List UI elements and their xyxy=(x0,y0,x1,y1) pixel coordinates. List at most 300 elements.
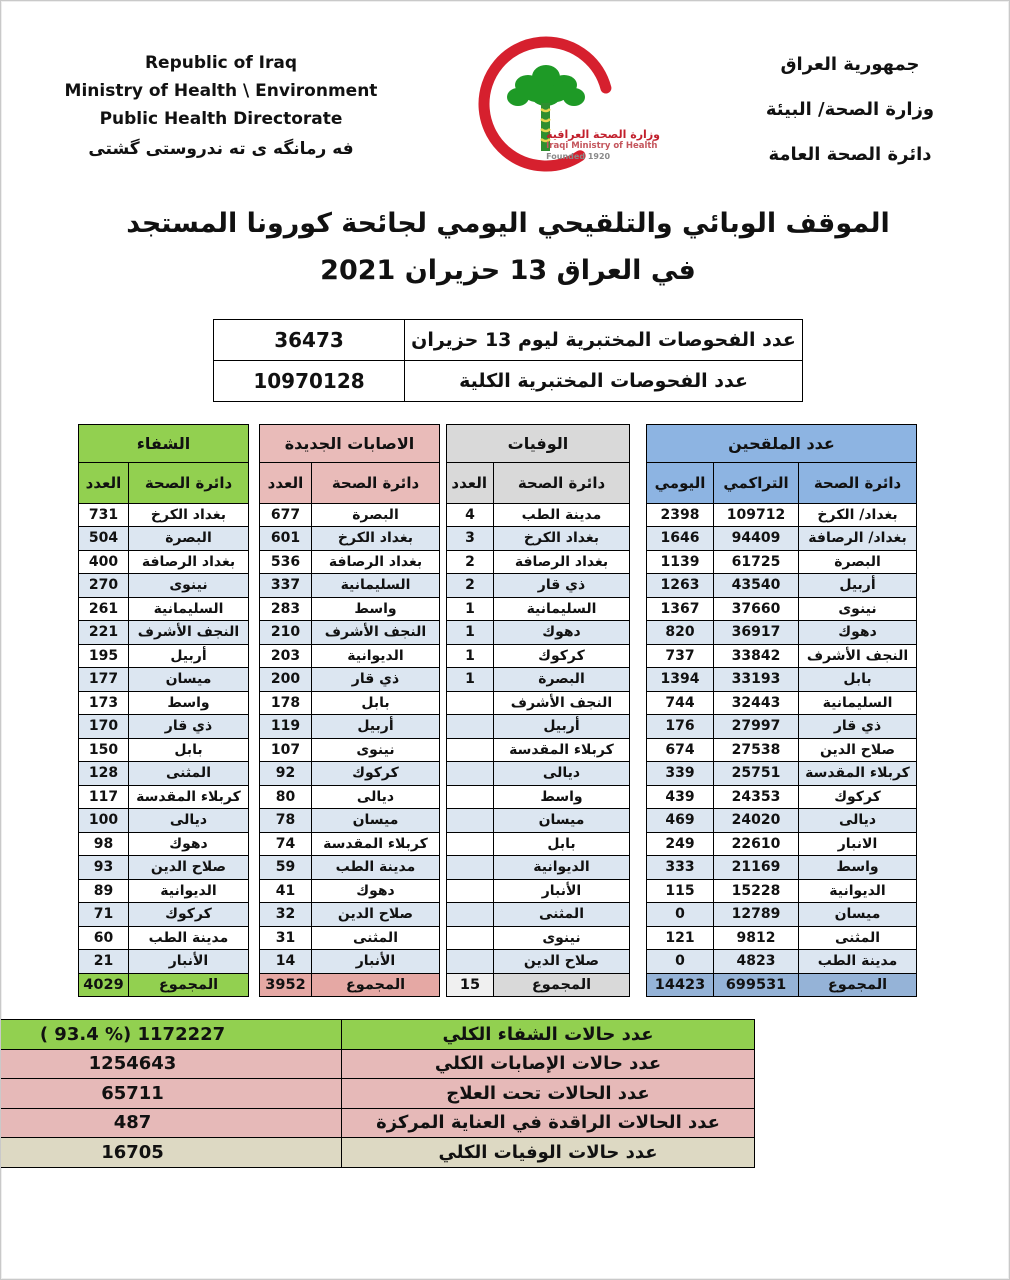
table-row xyxy=(78,879,248,903)
cell-name: المثنى xyxy=(311,926,439,950)
table-row xyxy=(259,926,439,950)
cell-name: البصرة xyxy=(311,503,439,527)
cell-cumulative: 24020 xyxy=(714,809,799,833)
cell-cumulative: 27997 xyxy=(714,715,799,739)
table-row xyxy=(259,462,439,503)
table-row xyxy=(259,621,439,645)
report-header xyxy=(11,1,1005,186)
header-arabic-line2: وزارة الصحة/ البيئة xyxy=(765,99,935,120)
cell-value xyxy=(446,832,493,856)
cell-cumulative: 33193 xyxy=(714,668,799,692)
cell-name: كركوك xyxy=(493,644,629,668)
total-infections-row xyxy=(0,1049,755,1079)
cell-daily: 820 xyxy=(646,621,713,645)
cell-name: النجف الأشرف xyxy=(128,621,248,645)
cell-name: السليمانية xyxy=(128,597,248,621)
cell-name: نينوى xyxy=(128,574,248,598)
cell-name: الأنبار xyxy=(493,879,629,903)
cell-cumulative: 12789 xyxy=(714,903,799,927)
cell-name: ديالى xyxy=(493,762,629,786)
table-row xyxy=(259,503,439,527)
table-row xyxy=(259,527,439,551)
cell-name: دهوك xyxy=(799,621,917,645)
table-row xyxy=(259,879,439,903)
infections-table-title: الاصابات الجديدة xyxy=(259,424,439,462)
table-row xyxy=(214,360,803,401)
total-deaths-label: عدد حالات الوفيات الكلي xyxy=(342,1138,755,1168)
cell-daily: 1394 xyxy=(646,668,713,692)
table-row xyxy=(78,462,248,503)
icu-cases-label: عدد الحالات الراقدة في العناية المركزة xyxy=(342,1108,755,1138)
cell-value xyxy=(446,856,493,880)
table-row xyxy=(446,424,629,462)
total-tests-value: 10970128 xyxy=(214,360,405,401)
cell-name: كركوك xyxy=(799,785,917,809)
table-row xyxy=(78,715,248,739)
table-row xyxy=(646,574,916,598)
cell-value: 71 xyxy=(78,903,128,927)
cell-name: ذي قار xyxy=(311,668,439,692)
cell-cumulative: 32443 xyxy=(714,691,799,715)
deaths-table-title: الوفيات xyxy=(446,424,629,462)
table-row xyxy=(259,785,439,809)
table-row xyxy=(78,691,248,715)
cell-name: بابل xyxy=(799,668,917,692)
cell-value: 80 xyxy=(259,785,311,809)
cell-value: 74 xyxy=(259,832,311,856)
cell-name: بغداد الكرخ xyxy=(128,503,248,527)
cell-name: أربيل xyxy=(493,715,629,739)
cell-name: السليمانية xyxy=(311,574,439,598)
table-row xyxy=(78,597,248,621)
table-row xyxy=(646,832,916,856)
cell-cumulative: 94409 xyxy=(714,527,799,551)
cell-name: كركوك xyxy=(128,903,248,927)
table-row xyxy=(646,621,916,645)
cell-name: بابل xyxy=(493,832,629,856)
cell-value: 93 xyxy=(78,856,128,880)
table-row xyxy=(446,597,629,621)
total-infections-value: 1254643 xyxy=(0,1049,342,1079)
cell-cumulative: 33842 xyxy=(714,644,799,668)
cell-name: بغداد الرصافة xyxy=(311,550,439,574)
table-row xyxy=(78,574,248,598)
cell-value: 536 xyxy=(259,550,311,574)
cell-value: 337 xyxy=(259,574,311,598)
cell-value: 178 xyxy=(259,691,311,715)
cell-name: ذي قار xyxy=(799,715,917,739)
cell-cumulative: 27538 xyxy=(714,738,799,762)
column-header-dept: دائرة الصحة xyxy=(799,462,917,503)
infections-total-row xyxy=(259,973,439,997)
cell-value: 60 xyxy=(78,926,128,950)
cell-daily: 1646 xyxy=(646,527,713,551)
table-row xyxy=(78,785,248,809)
table-row xyxy=(446,856,629,880)
daily-tests-value: 36473 xyxy=(214,319,405,360)
cell-value: 32 xyxy=(259,903,311,927)
table-row xyxy=(78,527,248,551)
cell-cumulative: 9812 xyxy=(714,926,799,950)
cell-name: كربلاء المقدسة xyxy=(128,785,248,809)
cell-value: 117 xyxy=(78,785,128,809)
cell-cumulative: 25751 xyxy=(714,762,799,786)
total-label: المجموع xyxy=(311,973,439,997)
logo-founded-text: Founded 1920 xyxy=(546,151,611,161)
cell-name: كربلاء المقدسة xyxy=(311,832,439,856)
cell-name: بغداد الكرخ xyxy=(311,527,439,551)
column-header-count: العدد xyxy=(259,462,311,503)
table-row xyxy=(78,903,248,927)
table-row xyxy=(259,424,439,462)
cell-name: الديوانية xyxy=(128,879,248,903)
cell-value: 78 xyxy=(259,809,311,833)
cell-value: 203 xyxy=(259,644,311,668)
table-row xyxy=(78,550,248,574)
icu-cases-value: 487 xyxy=(0,1108,342,1138)
cell-name: ميسان xyxy=(311,809,439,833)
recoveries-table xyxy=(78,424,249,998)
cell-value: 21 xyxy=(78,950,128,974)
table-row xyxy=(446,832,629,856)
logo-arabic-name: وزارة الصحة العراقية xyxy=(546,128,660,142)
cell-name: ذي قار xyxy=(493,574,629,598)
under-treatment-row xyxy=(0,1079,755,1109)
cell-name: بغداد الرصافة xyxy=(493,550,629,574)
cell-name: بغداد/ الرصافة xyxy=(799,527,917,551)
table-row xyxy=(646,785,916,809)
column-header-dept: دائرة الصحة xyxy=(311,462,439,503)
cell-value: 677 xyxy=(259,503,311,527)
cell-cumulative: 43540 xyxy=(714,574,799,598)
cell-value: 1 xyxy=(446,597,493,621)
table-row xyxy=(446,950,629,974)
cell-name: أربيل xyxy=(128,644,248,668)
cell-daily: 737 xyxy=(646,644,713,668)
total-recovered-row xyxy=(0,1020,755,1050)
cell-name: السليمانية xyxy=(493,597,629,621)
cell-name: ميسان xyxy=(128,668,248,692)
table-row xyxy=(646,879,916,903)
cell-name: كربلاء المقدسة xyxy=(493,738,629,762)
table-row xyxy=(646,424,916,462)
governorate-tables xyxy=(11,424,1005,998)
cell-name: بغداد/ الكرخ xyxy=(799,503,917,527)
cell-name: واسط xyxy=(799,856,917,880)
table-row xyxy=(446,926,629,950)
cell-value: 41 xyxy=(259,879,311,903)
table-row xyxy=(78,856,248,880)
cell-name: بابل xyxy=(311,691,439,715)
cell-value xyxy=(446,785,493,809)
cell-value xyxy=(446,879,493,903)
cell-name: كركوك xyxy=(311,762,439,786)
table-row xyxy=(646,644,916,668)
cell-value: 100 xyxy=(78,809,128,833)
cell-value: 283 xyxy=(259,597,311,621)
table-row xyxy=(646,462,916,503)
cell-name: البصرة xyxy=(128,527,248,551)
cell-name: الديوانية xyxy=(311,644,439,668)
cell-name: المثنى xyxy=(128,762,248,786)
cell-name: ديالى xyxy=(128,809,248,833)
report-title-line2: في العراق 13 حزيران 2021 xyxy=(320,255,696,287)
cell-value: 128 xyxy=(78,762,128,786)
column-header-count: العدد xyxy=(78,462,128,503)
cell-value xyxy=(446,762,493,786)
cell-value: 3 xyxy=(446,527,493,551)
table-row xyxy=(78,644,248,668)
recoveries-table-title: الشفاء xyxy=(78,424,248,462)
cell-value: 107 xyxy=(259,738,311,762)
table-row xyxy=(446,785,629,809)
cell-value: 601 xyxy=(259,527,311,551)
cell-daily: 176 xyxy=(646,715,713,739)
cell-daily: 744 xyxy=(646,691,713,715)
cell-value xyxy=(446,950,493,974)
column-header-daily: اليومي xyxy=(646,462,713,503)
cell-value: 2 xyxy=(446,574,493,598)
cell-value: 195 xyxy=(78,644,128,668)
header-english-block xyxy=(61,49,381,163)
table-row xyxy=(78,950,248,974)
cell-cumulative: 21169 xyxy=(714,856,799,880)
cell-name: الأنبار xyxy=(128,950,248,974)
cell-name: صلاح الدين xyxy=(493,950,629,974)
cell-name: الديوانية xyxy=(493,856,629,880)
total-label: المجموع xyxy=(799,973,917,997)
cell-value xyxy=(446,926,493,950)
cell-name: دهوك xyxy=(493,621,629,645)
table-row xyxy=(446,644,629,668)
cell-cumulative: 109712 xyxy=(714,503,799,527)
cell-value: 261 xyxy=(78,597,128,621)
table-row xyxy=(646,597,916,621)
cell-value: 1 xyxy=(446,621,493,645)
cell-daily: 333 xyxy=(646,856,713,880)
report-title-line1: الموقف الوبائي والتلقيحي اليومي لجائحة كورونا المستجد xyxy=(126,208,890,239)
ministry-logo xyxy=(458,29,660,179)
total-value: 3952 xyxy=(259,973,311,997)
cell-name: ذي قار xyxy=(128,715,248,739)
table-row xyxy=(259,715,439,739)
table-row xyxy=(446,762,629,786)
deaths-table xyxy=(446,424,630,998)
cell-cumulative: 37660 xyxy=(714,597,799,621)
cell-name: البصرة xyxy=(799,550,917,574)
total-recovered-label: عدد حالات الشفاء الكلي xyxy=(342,1020,755,1050)
table-row xyxy=(446,668,629,692)
table-row xyxy=(259,950,439,974)
cell-cumulative: 61725 xyxy=(714,550,799,574)
cell-value: 150 xyxy=(78,738,128,762)
cell-value: 98 xyxy=(78,832,128,856)
cell-value: 2 xyxy=(446,550,493,574)
header-arabic-block xyxy=(725,51,975,186)
column-header-dept: دائرة الصحة xyxy=(493,462,629,503)
cell-name: مدينة الطب xyxy=(493,503,629,527)
cell-name: النجف الأشرف xyxy=(493,691,629,715)
cell-name: بغداد الكرخ xyxy=(493,527,629,551)
table-row xyxy=(646,926,916,950)
cell-value xyxy=(446,809,493,833)
under-treatment-label: عدد الحالات تحت العلاج xyxy=(342,1079,755,1109)
table-row xyxy=(646,715,916,739)
cell-cumulative: 36917 xyxy=(714,621,799,645)
table-row xyxy=(646,738,916,762)
table-row xyxy=(446,809,629,833)
cell-value xyxy=(446,715,493,739)
table-row xyxy=(259,832,439,856)
column-header-cumulative: التراكمي xyxy=(714,462,799,503)
cell-name: دهوك xyxy=(311,879,439,903)
table-row xyxy=(259,668,439,692)
cell-value xyxy=(446,903,493,927)
cell-name: دهوك xyxy=(128,832,248,856)
cell-value: 400 xyxy=(78,550,128,574)
cell-value: 210 xyxy=(259,621,311,645)
cell-name: ميسان xyxy=(493,809,629,833)
cell-name: النجف الأشرف xyxy=(311,621,439,645)
cell-name: النجف الأشرف xyxy=(799,644,917,668)
table-row xyxy=(446,503,629,527)
cell-daily: 121 xyxy=(646,926,713,950)
header-arabic-line3: دائرة الصحة العامة xyxy=(768,144,932,165)
cell-daily: 674 xyxy=(646,738,713,762)
logo-english-name: Iraqi Ministry of Health xyxy=(546,141,658,152)
column-header-count: العدد xyxy=(446,462,493,503)
recoveries-total-row xyxy=(78,973,248,997)
lab-tests-table xyxy=(213,319,803,402)
cell-name: ديالى xyxy=(311,785,439,809)
table-row xyxy=(78,926,248,950)
cell-daily: 1139 xyxy=(646,550,713,574)
icu-cases-row xyxy=(0,1108,755,1138)
report-title xyxy=(11,200,1005,295)
cell-daily: 0 xyxy=(646,903,713,927)
total-infections-label: عدد حالات الإصابات الكلي xyxy=(342,1049,755,1079)
total-recovered-value: ( 93.4 %) 1172227 xyxy=(0,1020,342,1050)
vaccinated-table-title: عدد الملقحين xyxy=(646,424,916,462)
table-row xyxy=(78,832,248,856)
cell-name: المثنى xyxy=(493,903,629,927)
cell-daily: 115 xyxy=(646,879,713,903)
cell-value: 177 xyxy=(78,668,128,692)
table-row xyxy=(214,319,803,360)
cell-name: واسط xyxy=(128,691,248,715)
column-header-dept: دائرة الصحة xyxy=(128,462,248,503)
cell-value: 221 xyxy=(78,621,128,645)
cell-cumulative: 24353 xyxy=(714,785,799,809)
table-row xyxy=(259,597,439,621)
cell-name: البصرة xyxy=(493,668,629,692)
header-english-line2: Ministry of Health \ Environment xyxy=(64,81,378,102)
table-row xyxy=(259,903,439,927)
cell-value: 200 xyxy=(259,668,311,692)
cell-name: السليمانية xyxy=(799,691,917,715)
table-row xyxy=(646,762,916,786)
cell-value: 170 xyxy=(78,715,128,739)
header-kurdish-line: فه رمانگه ى ته ندروستى گشتى xyxy=(88,139,354,160)
table-row xyxy=(78,424,248,462)
cell-name: نينوى xyxy=(493,926,629,950)
header-english-line3: Public Health Directorate xyxy=(99,109,343,130)
total-daily: 14423 xyxy=(646,973,713,997)
cell-daily: 1263 xyxy=(646,574,713,598)
cell-daily: 339 xyxy=(646,762,713,786)
cell-value: 173 xyxy=(78,691,128,715)
cell-cumulative: 15228 xyxy=(714,879,799,903)
cell-daily: 0 xyxy=(646,950,713,974)
cell-daily: 439 xyxy=(646,785,713,809)
table-row xyxy=(78,738,248,762)
logo-caption xyxy=(546,129,660,161)
cell-value: 1 xyxy=(446,644,493,668)
vaccinated-total-row xyxy=(646,973,916,997)
cell-value xyxy=(446,691,493,715)
table-row xyxy=(259,738,439,762)
cell-value: 504 xyxy=(78,527,128,551)
cell-daily: 2398 xyxy=(646,503,713,527)
total-cumulative: 699531 xyxy=(714,973,799,997)
cell-value: 4 xyxy=(446,503,493,527)
table-row xyxy=(646,503,916,527)
table-row xyxy=(446,621,629,645)
deaths-total-row xyxy=(446,973,629,997)
cell-daily: 249 xyxy=(646,832,713,856)
new-infections-table xyxy=(259,424,440,998)
cell-daily: 469 xyxy=(646,809,713,833)
cell-daily: 1367 xyxy=(646,597,713,621)
total-tests-label: عدد الفحوصات المختبرية الكلية xyxy=(405,360,803,401)
table-row xyxy=(78,668,248,692)
table-row xyxy=(78,503,248,527)
cell-name: بابل xyxy=(128,738,248,762)
cell-name: ديالى xyxy=(799,809,917,833)
table-row xyxy=(78,762,248,786)
table-row xyxy=(646,527,916,551)
cell-value: 731 xyxy=(78,503,128,527)
total-label: المجموع xyxy=(128,973,248,997)
cell-name: مدينة الطب xyxy=(128,926,248,950)
cell-name: نينوى xyxy=(799,597,917,621)
under-treatment-value: 65711 xyxy=(0,1079,342,1109)
total-deaths-value: 16705 xyxy=(0,1138,342,1168)
table-row xyxy=(78,809,248,833)
table-row xyxy=(446,879,629,903)
table-row xyxy=(446,550,629,574)
table-row xyxy=(259,644,439,668)
cell-name: أربيل xyxy=(311,715,439,739)
cell-name: الأنبار xyxy=(311,950,439,974)
table-row xyxy=(646,809,916,833)
table-row xyxy=(646,856,916,880)
cell-value: 1 xyxy=(446,668,493,692)
cell-value: 59 xyxy=(259,856,311,880)
cell-value: 89 xyxy=(78,879,128,903)
table-row xyxy=(446,462,629,503)
cell-name: نينوى xyxy=(311,738,439,762)
table-row xyxy=(646,950,916,974)
table-row xyxy=(446,691,629,715)
total-value: 15 xyxy=(446,973,493,997)
cell-value xyxy=(446,738,493,762)
table-row xyxy=(259,574,439,598)
cell-value: 14 xyxy=(259,950,311,974)
cell-name: المثنى xyxy=(799,926,917,950)
cell-name: الانبار xyxy=(799,832,917,856)
cell-name: بغداد الرصافة xyxy=(128,550,248,574)
